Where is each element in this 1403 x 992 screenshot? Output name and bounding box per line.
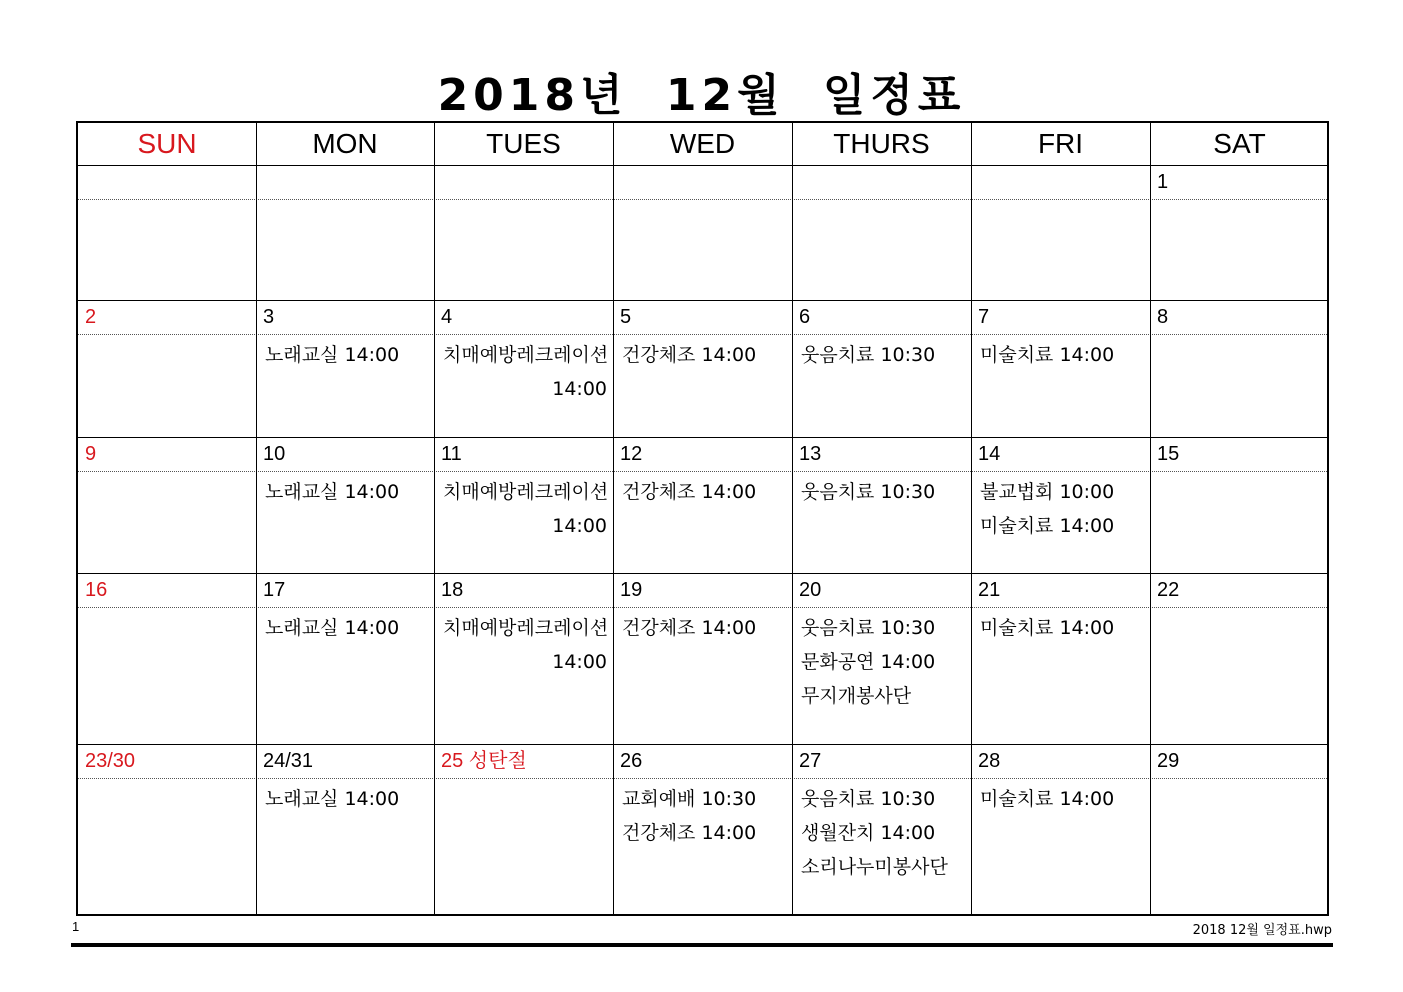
column-divider — [256, 438, 257, 573]
column-divider — [1150, 438, 1151, 573]
day-number: 3 — [263, 306, 275, 328]
day-cell — [613, 438, 792, 573]
day-number: 4 — [441, 306, 453, 328]
day-number: 13 — [799, 443, 822, 465]
event-item: 문화공연 14:00 — [801, 651, 936, 673]
day-number: 19 — [620, 579, 643, 601]
day-cell — [78, 574, 256, 744]
event-item: 미술치료 14:00 — [980, 788, 1115, 810]
column-divider — [1150, 574, 1151, 744]
day-number: 11 — [441, 443, 462, 465]
day-cell — [1150, 745, 1329, 916]
event-item: 건강체조 14:00 — [622, 822, 757, 844]
day-cell — [613, 574, 792, 744]
day-cell — [792, 574, 971, 744]
day-cell — [78, 301, 256, 437]
column-divider — [613, 745, 614, 916]
week-row — [78, 438, 1327, 574]
event-item: 14:00 — [552, 378, 607, 400]
column-divider — [792, 574, 793, 744]
event-item: 미술치료 14:00 — [980, 617, 1115, 639]
day-cell — [256, 745, 434, 916]
day-cell — [1150, 301, 1329, 437]
day-number: 21 — [978, 579, 1001, 601]
column-divider — [434, 574, 435, 744]
day-cell — [256, 166, 434, 300]
day-cell — [613, 166, 792, 300]
weekday-header-tues: TUES — [486, 128, 561, 159]
column-divider — [256, 574, 257, 744]
day-number: 24/31 — [263, 750, 314, 772]
day-cell — [434, 745, 613, 916]
column-divider — [613, 123, 614, 165]
column-divider — [613, 438, 614, 573]
day-number: 25 성탄절 — [441, 750, 527, 772]
column-divider — [792, 123, 793, 165]
day-cell — [1150, 574, 1329, 744]
day-number: 7 — [978, 306, 990, 328]
column-divider — [971, 438, 972, 573]
day-number: 16 — [85, 579, 108, 601]
column-divider — [256, 301, 257, 437]
day-number: 1 — [1157, 171, 1169, 193]
day-number: 2 — [85, 306, 97, 328]
day-number: 27 — [799, 750, 822, 772]
day-number: 8 — [1157, 306, 1169, 328]
column-divider — [971, 574, 972, 744]
day-cell — [971, 574, 1150, 744]
day-cell — [434, 166, 613, 300]
event-item: 웃음치료 10:30 — [801, 481, 936, 503]
weekday-header-sat: SAT — [1213, 128, 1266, 159]
event-item: 14:00 — [552, 651, 607, 673]
column-divider — [434, 745, 435, 916]
weekday-header-sun: SUN — [137, 128, 197, 159]
day-cell — [78, 166, 256, 300]
column-divider — [434, 438, 435, 573]
day-cell — [78, 745, 256, 916]
column-divider — [256, 745, 257, 916]
day-number: 15 — [1157, 443, 1180, 465]
event-item: 웃음치료 10:30 — [801, 788, 936, 810]
day-number: 17 — [263, 579, 286, 601]
day-cell — [792, 745, 971, 916]
day-cell — [434, 574, 613, 744]
column-divider — [971, 301, 972, 437]
day-number: 10 — [263, 443, 286, 465]
weekday-header-thurs: THURS — [833, 128, 930, 159]
weekday-header-row — [78, 123, 1327, 166]
event-item: 생월잔치 14:00 — [801, 822, 936, 844]
day-number: 18 — [441, 579, 464, 601]
day-cell — [792, 301, 971, 437]
footer-rule — [71, 943, 1333, 947]
day-cell — [434, 301, 613, 437]
event-item: 건강체조 14:00 — [622, 344, 757, 366]
column-divider — [256, 123, 257, 165]
column-divider — [971, 166, 972, 300]
event-item: 건강체조 14:00 — [622, 481, 757, 503]
day-number: 14 — [978, 443, 1001, 465]
weekday-header-wed: WED — [669, 128, 736, 159]
week-row — [78, 745, 1327, 916]
day-cell — [971, 166, 1150, 300]
column-divider — [971, 745, 972, 916]
column-divider — [434, 301, 435, 437]
event-item: 14:00 — [552, 515, 607, 537]
column-divider — [792, 166, 793, 300]
day-cell — [792, 438, 971, 573]
day-cell — [971, 745, 1150, 916]
column-divider — [256, 166, 257, 300]
event-item: 노래교실 14:00 — [265, 788, 400, 810]
day-cell — [1150, 438, 1329, 573]
column-divider — [1150, 301, 1151, 437]
event-item: 교회예배 10:30 — [622, 788, 757, 810]
event-item: 치매예방레크레이션 — [443, 344, 609, 366]
column-divider — [792, 745, 793, 916]
event-item: 치매예방레크레이션 — [443, 617, 609, 639]
day-cell — [613, 301, 792, 437]
week-row — [78, 166, 1327, 301]
column-divider — [1150, 745, 1151, 916]
day-number: 5 — [620, 306, 632, 328]
day-cell — [256, 438, 434, 573]
event-item: 건강체조 14:00 — [622, 617, 757, 639]
day-cell — [792, 166, 971, 300]
weekday-header-fri: FRI — [1037, 128, 1084, 159]
day-cell — [971, 438, 1150, 573]
day-number: 28 — [978, 750, 1001, 772]
day-cell — [434, 438, 613, 573]
day-number: 9 — [85, 443, 97, 465]
day-cell — [1150, 166, 1329, 300]
page-title: 2018년 12월 일정표 — [437, 70, 966, 121]
event-item: 웃음치료 10:30 — [801, 617, 936, 639]
column-divider — [1150, 123, 1151, 165]
event-item: 소리나누미봉사단 — [801, 856, 948, 878]
day-cell — [971, 301, 1150, 437]
event-item: 노래교실 14:00 — [265, 617, 400, 639]
day-number: 29 — [1157, 750, 1180, 772]
event-item: 무지개봉사단 — [801, 685, 912, 707]
event-item: 미술치료 14:00 — [980, 515, 1115, 537]
day-cell — [256, 301, 434, 437]
file-name: 2018 12월 일정표.hwp — [1192, 923, 1332, 938]
week-row — [78, 574, 1327, 745]
day-cell — [256, 574, 434, 744]
column-divider — [971, 123, 972, 165]
column-divider — [613, 574, 614, 744]
day-number: 26 — [620, 750, 643, 772]
event-item: 미술치료 14:00 — [980, 344, 1115, 366]
day-number: 22 — [1157, 579, 1180, 601]
day-number: 20 — [799, 579, 822, 601]
column-divider — [613, 166, 614, 300]
column-divider — [434, 166, 435, 300]
column-divider — [792, 301, 793, 437]
column-divider — [613, 301, 614, 437]
day-number: 6 — [799, 306, 811, 328]
event-item: 노래교실 14:00 — [265, 481, 400, 503]
weekday-header-mon: MON — [312, 128, 378, 159]
column-divider — [434, 123, 435, 165]
calendar-table — [76, 121, 1329, 916]
column-divider — [1150, 166, 1151, 300]
event-item: 치매예방레크레이션 — [443, 481, 609, 503]
week-row — [78, 301, 1327, 438]
event-item: 불교법회 10:00 — [980, 481, 1115, 503]
event-item: 웃음치료 10:30 — [801, 344, 936, 366]
day-cell — [78, 438, 256, 573]
day-number: 12 — [620, 443, 643, 465]
day-cell — [613, 745, 792, 916]
page-number: 1 — [72, 919, 80, 934]
day-number: 23/30 — [85, 750, 136, 772]
event-item: 노래교실 14:00 — [265, 344, 400, 366]
column-divider — [792, 438, 793, 573]
